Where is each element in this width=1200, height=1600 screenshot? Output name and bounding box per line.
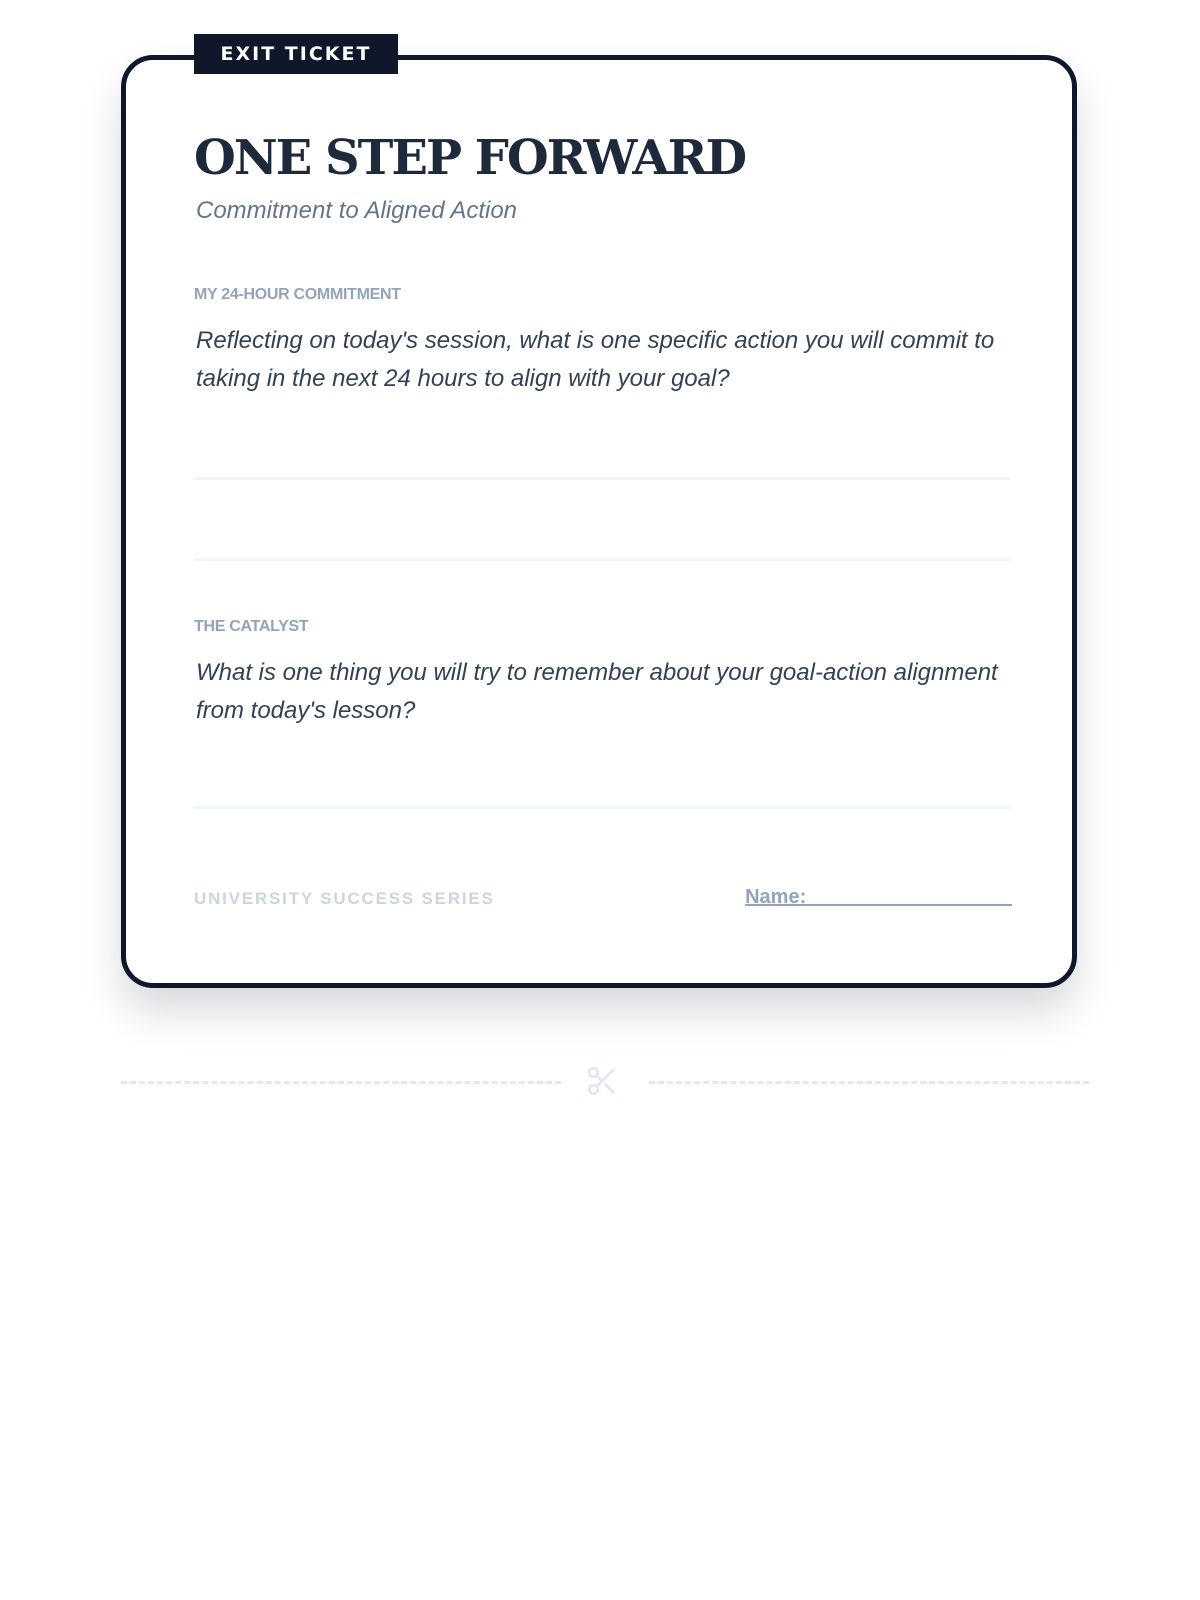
commitment-question: Reflecting on today's session, what is one specific action you will commit to taking in the next 24 hours to align with your goal?: [196, 327, 995, 392]
scissors-icon: [585, 1064, 619, 1098]
cut-line-left: [121, 1081, 561, 1084]
commitment-label: MY 24-HOUR COMMITMENT: [194, 286, 401, 303]
cut-line-right: [649, 1081, 1089, 1084]
ticket-title: ONE STEP FORWARD: [194, 130, 746, 186]
series-label: UNIVERSITY SUCCESS SERIES: [194, 889, 495, 908]
catalyst-label: THE CATALYST: [194, 618, 309, 635]
ticket-subtitle: Commitment to Aligned Action: [196, 197, 518, 224]
catalyst-question: What is one thing you will try to remember about your goal-action alignment from today's lesson?: [196, 659, 998, 724]
catalyst-answer-line[interactable]: [194, 806, 1010, 809]
name-field[interactable]: Name: __________________: [745, 886, 1012, 908]
commitment-answer-line-1[interactable]: [194, 477, 1010, 480]
exit-ticket-tag: EXIT TICKET: [194, 34, 398, 74]
commitment-answer-line-2[interactable]: [194, 558, 1010, 561]
